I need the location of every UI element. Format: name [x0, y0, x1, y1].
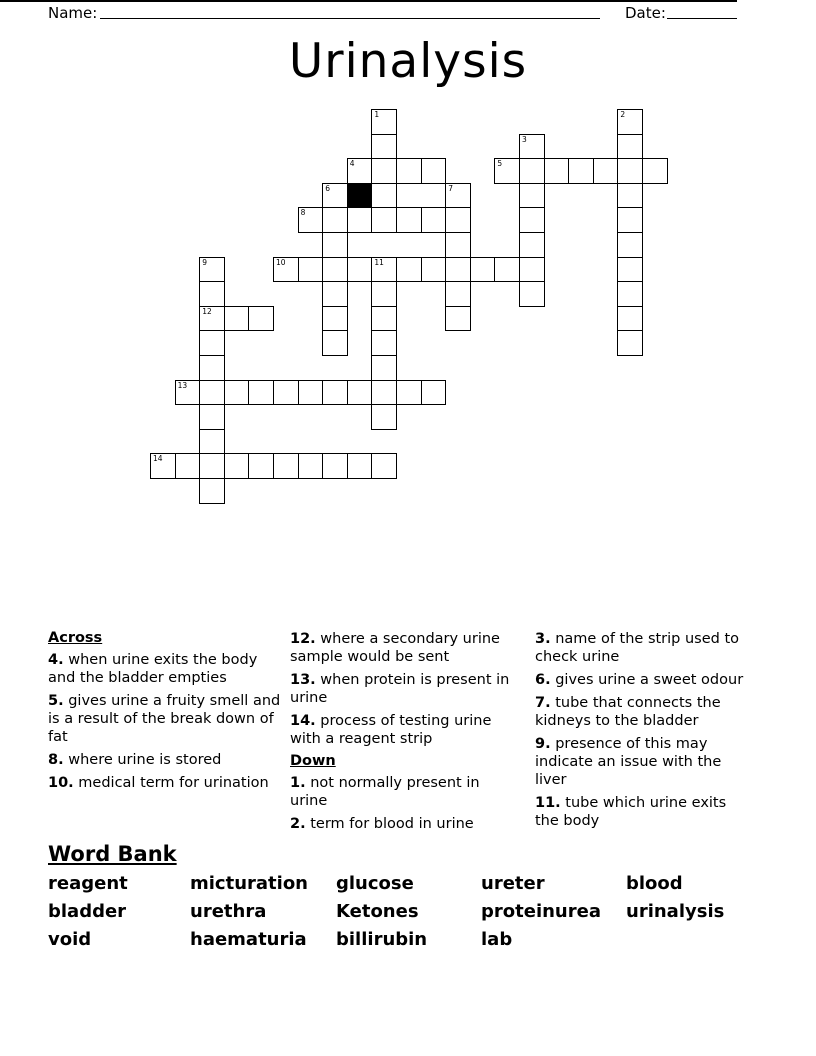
- clue-number: 12.: [290, 631, 316, 647]
- grid-cell[interactable]: [445, 207, 471, 233]
- page-title: Urinalysis: [288, 34, 528, 89]
- clue: 14. process of testing urine with a reagent strip: [290, 713, 492, 747]
- clue: 7. tube that connects the kidneys to the bladder: [535, 695, 721, 729]
- clue-number: 6.: [535, 672, 551, 688]
- grid-cell-number: 14: [153, 454, 163, 464]
- grid-cell[interactable]: [371, 183, 397, 209]
- grid-cell[interactable]: [273, 453, 299, 479]
- grid-cell[interactable]: [199, 330, 225, 356]
- grid-cell[interactable]: [199, 380, 225, 406]
- grid-cell[interactable]: [617, 257, 643, 283]
- clue-column-3: [535, 630, 747, 835]
- grid-cell-number: 7: [448, 183, 453, 193]
- clue: 4. when urine exits the body and the bladder empties: [48, 652, 258, 686]
- grid-cell[interactable]: [199, 478, 225, 504]
- grid-cell[interactable]: [445, 306, 471, 332]
- grid-cell[interactable]: [396, 158, 422, 184]
- grid-cell[interactable]: [519, 134, 545, 160]
- word-bank-word: bladder: [48, 901, 127, 922]
- clue-number: 10.: [48, 775, 74, 791]
- grid-cell[interactable]: [175, 380, 201, 406]
- clue-number: 4.: [48, 652, 64, 668]
- grid-cell[interactable]: [421, 380, 447, 406]
- grid-cell[interactable]: [371, 207, 397, 233]
- grid-cell[interactable]: [617, 158, 643, 184]
- grid-cell[interactable]: [248, 453, 274, 479]
- grid-cell[interactable]: [322, 281, 348, 307]
- grid-cell[interactable]: [445, 281, 471, 307]
- clue: 10. medical term for urination: [48, 775, 269, 791]
- grid-cell[interactable]: [248, 380, 274, 406]
- grid-cell[interactable]: [371, 453, 397, 479]
- clue: 5. gives urine a fruity smell and is a result of the break down of fat: [48, 693, 281, 745]
- grid-cell[interactable]: [199, 281, 225, 307]
- grid-cell[interactable]: [617, 330, 643, 356]
- word-bank-word: lab: [481, 929, 513, 950]
- word-bank-word: micturation: [190, 873, 308, 894]
- grid-cell[interactable]: [371, 158, 397, 184]
- grid-cell[interactable]: [199, 355, 225, 381]
- grid-cell[interactable]: [347, 453, 373, 479]
- grid-cell-number: 12: [202, 306, 212, 316]
- clue: 6. gives urine a sweet odour: [535, 672, 744, 688]
- grid-cell[interactable]: [617, 183, 643, 209]
- grid-cell[interactable]: [617, 109, 643, 135]
- grid-cell[interactable]: [371, 330, 397, 356]
- grid-cell[interactable]: [519, 207, 545, 233]
- grid-cell[interactable]: [298, 207, 324, 233]
- grid-cell[interactable]: [298, 380, 324, 406]
- clue: 9. presence of this may indicate an issue with the liver: [535, 736, 722, 788]
- grid-cell[interactable]: [371, 380, 397, 406]
- grid-cell[interactable]: [322, 453, 348, 479]
- grid-cell-number: 3: [522, 134, 527, 144]
- grid-cell[interactable]: [347, 158, 373, 184]
- grid-cell[interactable]: [224, 306, 250, 332]
- grid-cell[interactable]: [298, 453, 324, 479]
- grid-cell[interactable]: [519, 158, 545, 184]
- grid-cell[interactable]: [322, 183, 348, 209]
- grid-cell-number: 1: [374, 110, 380, 119]
- name-label: Name:: [48, 4, 98, 22]
- grid-cell-number: 9: [202, 257, 207, 267]
- word-bank-word: haematuria: [190, 929, 307, 950]
- clue: 11. tube which urine exits the body: [535, 795, 727, 829]
- grid-cell[interactable]: [150, 453, 176, 479]
- grid-cell[interactable]: [445, 183, 471, 209]
- grid-cell[interactable]: [322, 207, 348, 233]
- word-bank-word: proteinurea: [481, 901, 601, 922]
- grid-cell[interactable]: [371, 281, 397, 307]
- grid-cell[interactable]: [421, 257, 447, 283]
- clue: 1. not normally present in urine: [290, 775, 480, 809]
- word-bank-word: urethra: [190, 901, 267, 922]
- grid-cell[interactable]: [617, 232, 643, 258]
- grid-cell[interactable]: [347, 257, 373, 283]
- grid-cell[interactable]: [519, 183, 545, 209]
- grid-cell[interactable]: [199, 257, 225, 283]
- grid-cell[interactable]: [371, 109, 397, 135]
- grid-cell[interactable]: [199, 429, 225, 455]
- clue: 3. name of the strip used to check urine: [535, 631, 740, 665]
- word-bank-word: reagent: [48, 873, 128, 894]
- word-bank-word: urinalysis: [626, 901, 725, 922]
- date-label: Date:: [625, 4, 666, 22]
- grid-cell[interactable]: [371, 134, 397, 160]
- grid-cell[interactable]: [298, 257, 324, 283]
- grid-cell[interactable]: [494, 257, 520, 283]
- grid-cell-number: 13: [177, 380, 188, 390]
- top-border-line: [0, 0, 737, 2]
- word-bank-list: [48, 874, 768, 950]
- word-bank-heading: Word Bank: [48, 842, 177, 866]
- word-bank-word: void: [48, 929, 92, 950]
- clue-list-heading: Down: [290, 753, 336, 769]
- grid-cell[interactable]: [544, 158, 570, 184]
- word-bank-word: Ketones: [336, 901, 419, 922]
- grid-cell[interactable]: [371, 257, 397, 283]
- clue-number: 9.: [535, 736, 551, 752]
- grid-cell[interactable]: [322, 257, 348, 283]
- grid-cell[interactable]: [494, 158, 520, 184]
- grid-cell[interactable]: [396, 257, 422, 283]
- clue-number: 14.: [290, 713, 316, 729]
- grid-cell[interactable]: [445, 257, 471, 283]
- grid-cell[interactable]: [273, 257, 299, 283]
- word-bank-word: blood: [626, 873, 683, 894]
- clue-number: 2.: [290, 816, 306, 832]
- grid-cell[interactable]: [519, 281, 545, 307]
- clue-number: 11.: [535, 795, 561, 811]
- grid-cell[interactable]: [322, 306, 348, 332]
- grid-cell[interactable]: [347, 207, 373, 233]
- grid-cell[interactable]: [421, 207, 447, 233]
- grid-cell[interactable]: [396, 380, 422, 406]
- grid-cell[interactable]: [617, 134, 643, 160]
- grid-cell[interactable]: [396, 207, 422, 233]
- grid-cell[interactable]: [248, 306, 274, 332]
- date-fill-in-line: [667, 18, 737, 19]
- grid-cell[interactable]: [519, 257, 545, 283]
- clue: 13. when protein is present in urine: [290, 672, 510, 706]
- grid-cell[interactable]: [642, 158, 668, 184]
- grid-cell[interactable]: [371, 306, 397, 332]
- grid-cell[interactable]: [617, 306, 643, 332]
- clue-number: 8.: [48, 752, 64, 768]
- grid-cell-number: 2: [620, 110, 626, 119]
- clue: 8. where urine is stored: [48, 752, 222, 768]
- grid-cell[interactable]: [593, 158, 619, 184]
- grid-cell[interactable]: [445, 232, 471, 258]
- grid-cell[interactable]: [224, 453, 250, 479]
- grid-cell-number: 10: [276, 257, 286, 267]
- word-bank-word: glucose: [336, 873, 414, 894]
- clue-number: 13.: [290, 672, 316, 688]
- clue-column-1: [48, 630, 283, 797]
- grid-cell[interactable]: [470, 257, 496, 283]
- grid-cell[interactable]: [421, 158, 447, 184]
- grid-cell[interactable]: [199, 404, 225, 430]
- word-bank-word: ureter: [481, 873, 545, 894]
- grid-cell[interactable]: [322, 380, 348, 406]
- grid-cell[interactable]: [371, 355, 397, 381]
- clue-number: 3.: [535, 631, 551, 647]
- grid-cell-number: 5: [497, 159, 503, 169]
- grid-cell[interactable]: [224, 380, 250, 406]
- grid-cell[interactable]: [617, 281, 643, 307]
- grid-cell[interactable]: [199, 453, 225, 479]
- grid-cell-number: 6: [325, 183, 330, 193]
- clue-list-heading: Across: [48, 630, 103, 646]
- grid-cell[interactable]: [322, 232, 348, 258]
- grid-cell-number: 4: [349, 159, 355, 169]
- grid-cell[interactable]: [347, 380, 373, 406]
- grid-cell[interactable]: [617, 207, 643, 233]
- grid-cell[interactable]: [371, 404, 397, 430]
- clue: 2. term for blood in urine: [290, 816, 474, 832]
- grid-black-cell: [347, 183, 373, 209]
- grid-cell-number: 8: [300, 208, 306, 218]
- grid-cell[interactable]: [273, 380, 299, 406]
- grid-cell[interactable]: [568, 158, 594, 184]
- clue-number: 1.: [290, 775, 306, 791]
- name-fill-in-line: [100, 18, 600, 19]
- grid-cell[interactable]: [519, 232, 545, 258]
- grid-cell[interactable]: [199, 306, 225, 332]
- clue-number: 5.: [48, 693, 64, 709]
- word-bank-word: billirubin: [336, 929, 428, 950]
- clue: 12. where a secondary urine sample would be sent: [290, 631, 500, 665]
- grid-cell-number: 11: [374, 257, 384, 267]
- clue-number: 7.: [535, 695, 551, 711]
- clue-column-2: [290, 630, 512, 838]
- grid-cell[interactable]: [175, 453, 201, 479]
- grid-cell[interactable]: [322, 330, 348, 356]
